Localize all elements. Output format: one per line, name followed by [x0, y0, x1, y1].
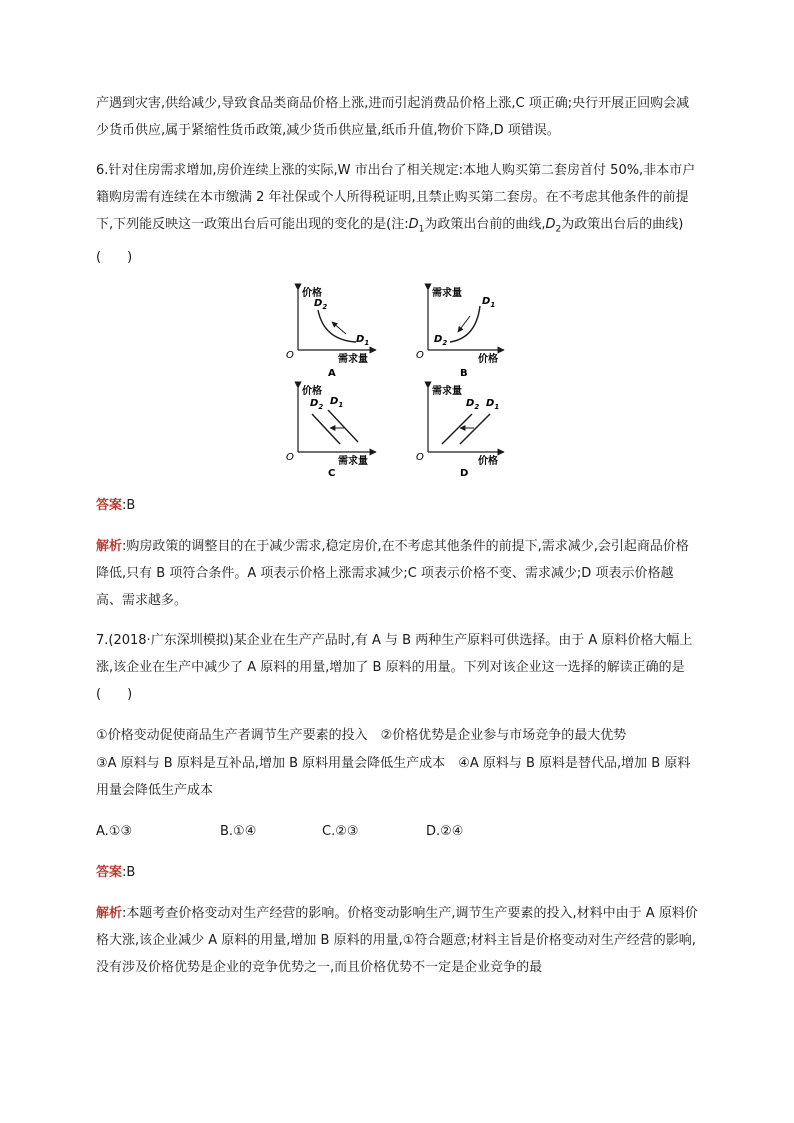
- graph-b-x-label: 价格: [478, 354, 498, 365]
- graph-d-d2-label: $D_2$: [466, 398, 480, 411]
- q7-statement-1: ①价格变动促使商品生产者调节生产要素的投入 ②价格优势是企业参与市场竞争的最大优势: [96, 728, 627, 743]
- graph-a-arrow: [332, 322, 346, 334]
- q7-answer-label: 答案: [96, 865, 123, 880]
- q6-analysis: [96, 533, 698, 614]
- q7-answer-value: :B: [122, 865, 136, 880]
- graph-a-origin: O: [286, 350, 294, 361]
- graph-a-x-label: 需求量: [338, 354, 368, 365]
- graph-b-arrow: [458, 316, 470, 332]
- q7-option-d[interactable]: D.②④: [426, 824, 464, 839]
- graph-b-caption: B: [460, 368, 468, 379]
- q7-statement-2: ③A 原料与 B 原料是互补品,增加 B 原料用量会降低生产成本 ④A 原料与 B 原料是替代品,增加 B 原料用量会降低生产成本: [96, 756, 691, 798]
- graph-c-d2-label: $D_2$: [310, 398, 324, 411]
- d2-subscript: 2: [555, 224, 562, 235]
- d1-subscript: 1: [418, 224, 425, 235]
- graph-b-origin: O: [416, 350, 424, 361]
- q6-answer-label: 答案: [96, 498, 123, 513]
- graph-b-y-label: 需求量: [432, 288, 462, 299]
- graph-a-y-label: 价格: [302, 288, 322, 299]
- graph-b-curve: [450, 306, 480, 342]
- graph-a: [286, 286, 376, 379]
- graph-a-caption: A: [328, 368, 336, 379]
- graph-d-d1-label: $D_1$: [486, 398, 500, 411]
- graph-b-d2-label: $D_2$: [434, 334, 448, 347]
- graph-c-x-label: 需求量: [338, 456, 368, 467]
- graph-d-y-label: 需求量: [432, 386, 462, 397]
- q7-analysis-text: :本题考查价格变动对生产经营的影响。价格变动影响生产,调节生产要素的投入,材料中由于 A 原料价格大涨,该企业减少 A 原料的用量,增加 B 原料的用量,①符合题意;材料主旨是价格变动对生产经营的影响,没有涉及价格优势是企业的竞争优势之一,而且价格优势不一定是企业竞争的最: [96, 906, 698, 975]
- q6-figure: [276, 282, 516, 482]
- question-6-stem: [96, 157, 698, 271]
- q6-analysis-label: 解析: [96, 539, 123, 554]
- q7-option-b[interactable]: B.①④: [220, 824, 257, 839]
- graph-c-y-label: 价格: [302, 386, 322, 397]
- q7-analysis: [96, 900, 698, 981]
- graph-d: [416, 384, 504, 479]
- question-7-stem: 7.(2018·广东深圳模拟)某企业在生产产品时,有 A 与 B 两种生产原料可供选择。由于 A 原料价格大幅上涨,该企业在生产中减少了 A 原料的用量,增加了 B 原料的用量。下列对该企业这一选择的解读正确的是( ): [96, 633, 693, 702]
- q6-stem-b: 为政策出台前的曲线,: [424, 217, 546, 232]
- graph-d-x-label: 价格: [478, 456, 498, 467]
- q6-graphs: [276, 282, 516, 482]
- graph-a-d2-label: $D_2$: [314, 298, 328, 311]
- d1-symbol: D: [408, 217, 419, 232]
- graph-c-d1-label: $D_1$: [330, 396, 344, 409]
- graph-b-d1-label: $D_1$: [482, 296, 496, 309]
- graph-c: [286, 384, 376, 479]
- graph-d-caption: D: [460, 468, 469, 479]
- graph-a-d1-label: $D_1$: [356, 334, 370, 347]
- graph-c-origin: O: [286, 452, 294, 463]
- q6-stem-c: 为政策出台后的曲线)( ): [96, 217, 684, 265]
- d2-symbol: D: [545, 217, 556, 232]
- q7-analysis-label: 解析: [96, 906, 123, 921]
- graph-c-line-d1: [328, 410, 358, 442]
- graph-c-caption: C: [328, 468, 336, 479]
- graph-d-line-d1: [460, 414, 490, 444]
- intro-paragraph: 产遇到灾害,供给减少,导致食品类商品价格上涨,进而引起消费品价格上涨,C 项正确;央行开展正回购会减少货币供应,属于紧缩性货币政策,减少货币供应量,纸币升值,物价下降,D 项错误。: [96, 96, 690, 138]
- q6-answer: [96, 492, 698, 519]
- graph-b: [416, 286, 504, 379]
- q6-analysis-text: :购房政策的调整目的在于减少需求,稳定房价,在不考虑其他条件的前提下,需求减少,会引起商品价格降低,只有 B 项符合条件。A 项表示价格上涨需求减少;C 项表示价格不变、需求减少;D 项表示价格越高、需求越多。: [96, 539, 689, 608]
- graph-d-line-d2: [442, 414, 472, 444]
- graph-d-origin: O: [416, 452, 424, 463]
- q7-option-a[interactable]: A.①③: [96, 824, 133, 839]
- q6-answer-value: :B: [122, 498, 136, 513]
- q7-answer: [96, 859, 698, 886]
- q7-option-c[interactable]: C.②③: [322, 824, 359, 839]
- q6-stem-a: 6.针对住房需求增加,房价连续上涨的实际,W 市出台了相关规定:本地人购买第二套房首付 50%,非本市户籍购房需有连续在本市缴满 2 年社保或个人所得税证明,且禁止购买第二套房。在不考虑其他条件的前提下,下列能反映这一政策出台后可能出现的变化的是(注:: [96, 163, 696, 232]
